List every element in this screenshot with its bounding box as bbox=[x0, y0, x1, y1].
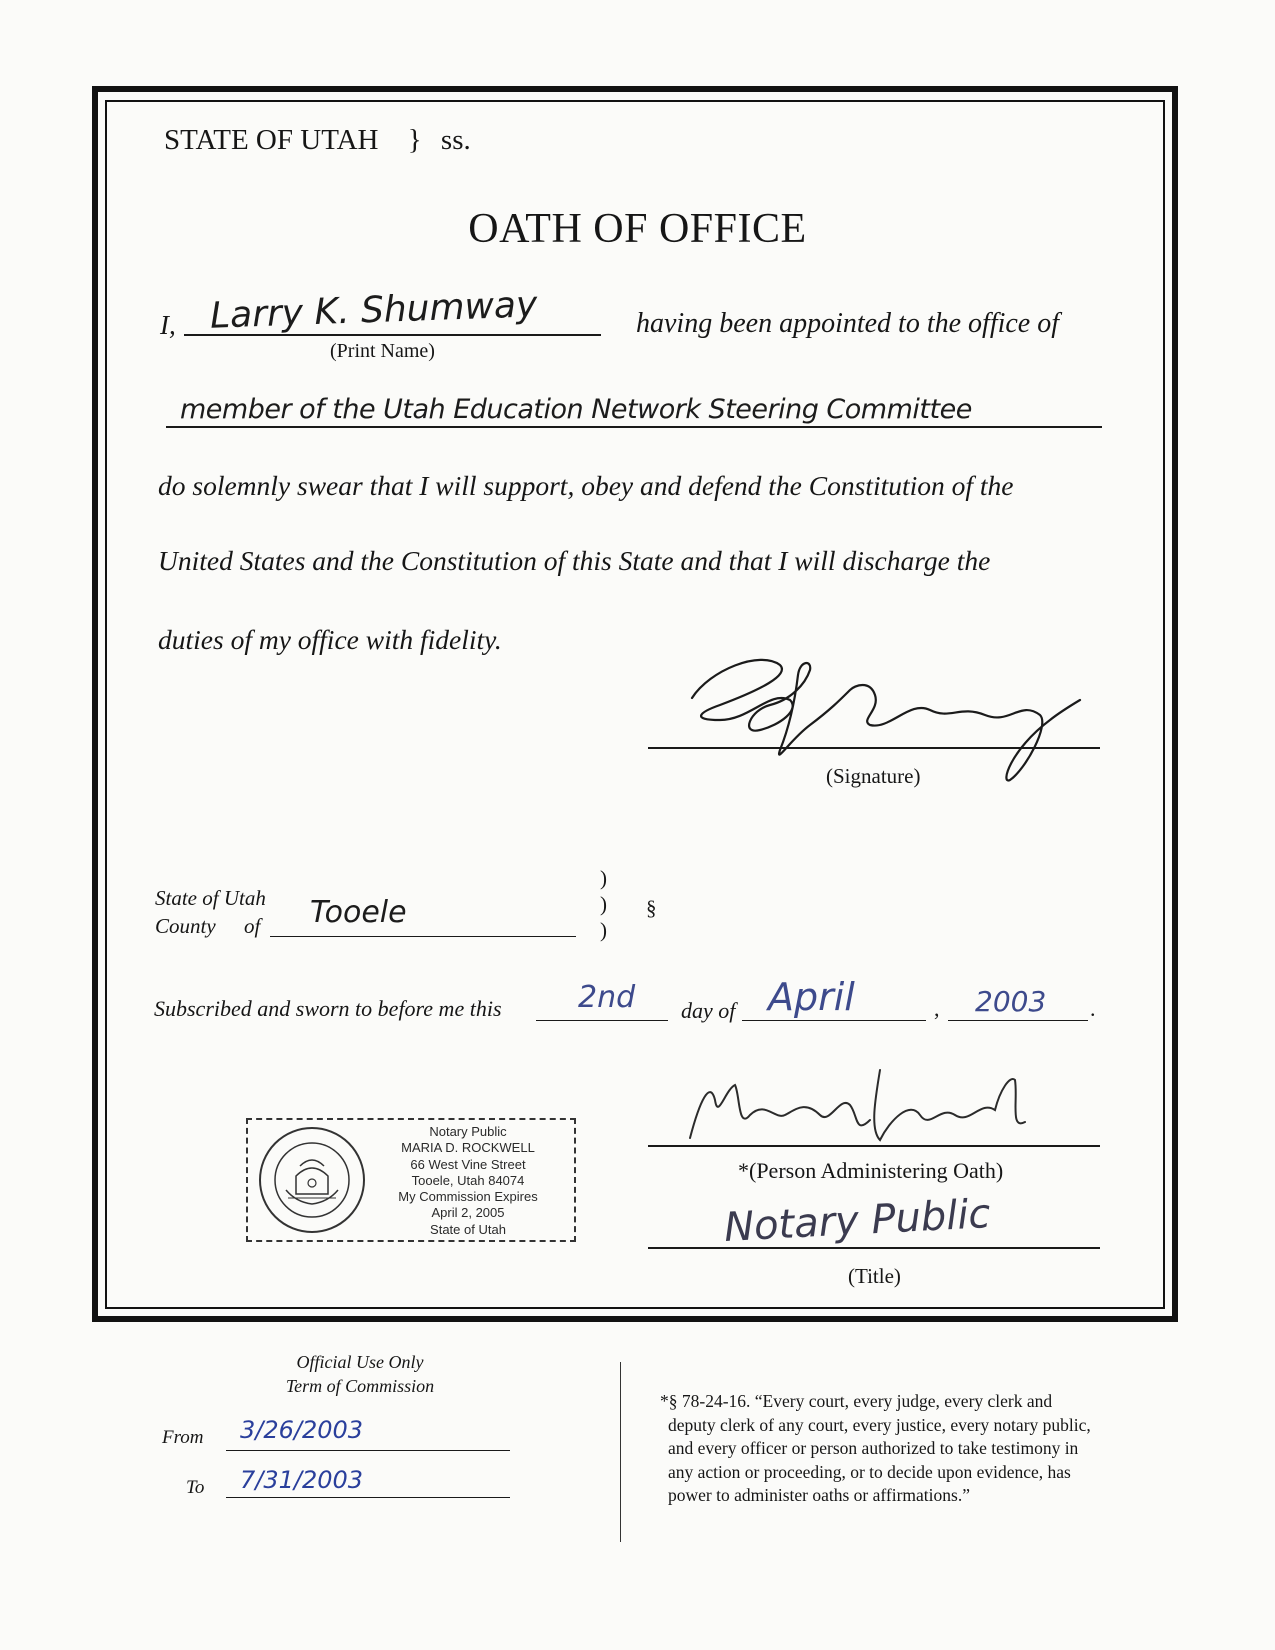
to-value: 7/31/2003 bbox=[240, 1466, 364, 1494]
utah-state-seal bbox=[256, 1124, 368, 1236]
title-value: Notary Public bbox=[722, 1191, 992, 1251]
print-name-caption: (Print Name) bbox=[330, 340, 435, 362]
signature-caption: (Signature) bbox=[826, 764, 921, 788]
oath-body-line-3: duties of my office with fidelity. bbox=[158, 624, 502, 655]
year-value: 2003 bbox=[975, 985, 1047, 1018]
section-symbol: § bbox=[646, 896, 657, 920]
stamp-line-2: MARIA D. ROCKWELL bbox=[401, 1140, 535, 1156]
county-value: Tooele bbox=[310, 895, 407, 930]
county-line bbox=[270, 936, 576, 937]
stamp-line-5: My Commission Expires bbox=[398, 1189, 538, 1205]
day-line bbox=[536, 1020, 668, 1021]
official-use-heading-1: Official Use Only bbox=[296, 1352, 424, 1372]
notary-of-label: of bbox=[244, 914, 261, 938]
day-of-text: day of bbox=[681, 998, 736, 1023]
to-label: To bbox=[186, 1477, 205, 1498]
state-heading bbox=[164, 124, 471, 157]
comma-mark: , bbox=[934, 996, 940, 1021]
official-use-heading-2: Term of Commission bbox=[285, 1376, 435, 1396]
footnote-line-3: and every officer or person authorized to take testimony in bbox=[668, 1438, 1079, 1458]
office-line bbox=[166, 426, 1102, 428]
office-value: member of the Utah Education Network Steering Committee bbox=[180, 394, 972, 425]
footnote-line-1: *§ 78-24-16. “Every court, every judge, every clerk and bbox=[660, 1391, 1053, 1411]
title-caption: (Title) bbox=[848, 1264, 901, 1288]
stamp-line-7: State of Utah bbox=[430, 1221, 506, 1237]
from-label: From bbox=[162, 1427, 204, 1448]
footnote-line-2: deputy clerk of any court, every justice, every notary public, bbox=[668, 1414, 1091, 1435]
footnote-line-5: power to administer oaths or affirmations.” bbox=[668, 1485, 970, 1505]
year-line bbox=[948, 1020, 1088, 1021]
month-line bbox=[742, 1020, 926, 1021]
notary-state-label: State of Utah bbox=[155, 886, 266, 910]
from-value: 3/26/2003 bbox=[240, 1416, 364, 1444]
month-value: April bbox=[768, 975, 855, 1019]
statute-footnote bbox=[660, 1390, 1091, 1508]
appointed-text: having been appointed to the office of bbox=[636, 308, 1060, 339]
from-line bbox=[226, 1450, 510, 1451]
oath-prefix: I, bbox=[160, 310, 176, 340]
venue-label: STATE OF UTAH bbox=[164, 124, 379, 156]
oath-body-line-2: United States and the Constitution of this State and that I will discharge the bbox=[158, 545, 991, 576]
notary-county-label: County bbox=[155, 914, 216, 938]
title-line bbox=[648, 1247, 1100, 1249]
ss-label: ss. bbox=[440, 124, 471, 156]
stamp-line-6: April 2, 2005 bbox=[431, 1205, 505, 1221]
stamp-line-4: Tooele, Utah 84074 bbox=[411, 1172, 525, 1188]
print-name-value: Larry K. Shumway bbox=[209, 284, 538, 337]
document-title: OATH OF OFFICE bbox=[468, 206, 807, 252]
venue-paren-3: ) bbox=[600, 918, 607, 942]
venue-paren-2: ) bbox=[600, 892, 607, 916]
signature-line bbox=[648, 747, 1100, 749]
stamp-text bbox=[378, 1124, 558, 1238]
period-mark: . bbox=[1090, 996, 1096, 1021]
to-line bbox=[226, 1497, 510, 1498]
notary-signature-mark bbox=[680, 1060, 1040, 1150]
administering-caption: *(Person Administering Oath) bbox=[738, 1158, 1004, 1183]
footnote-line-4: any action or proceeding, or to decide upon evidence, has bbox=[668, 1461, 1071, 1482]
official-use-heading bbox=[260, 1350, 460, 1398]
sworn-text: Subscribed and sworn to before me this bbox=[154, 996, 502, 1021]
administering-line bbox=[648, 1145, 1100, 1147]
day-value: 2nd bbox=[578, 980, 636, 1015]
stamp-line-3: 66 West Vine Street bbox=[410, 1156, 526, 1172]
footer-divider bbox=[620, 1362, 621, 1542]
venue-brace: } bbox=[407, 124, 422, 156]
stamp-line-1: Notary Public bbox=[429, 1124, 507, 1139]
oath-body-line-1: do solemnly swear that I will support, obey and defend the Constitution of the bbox=[158, 470, 1014, 501]
venue-paren-1: ) bbox=[600, 866, 607, 890]
